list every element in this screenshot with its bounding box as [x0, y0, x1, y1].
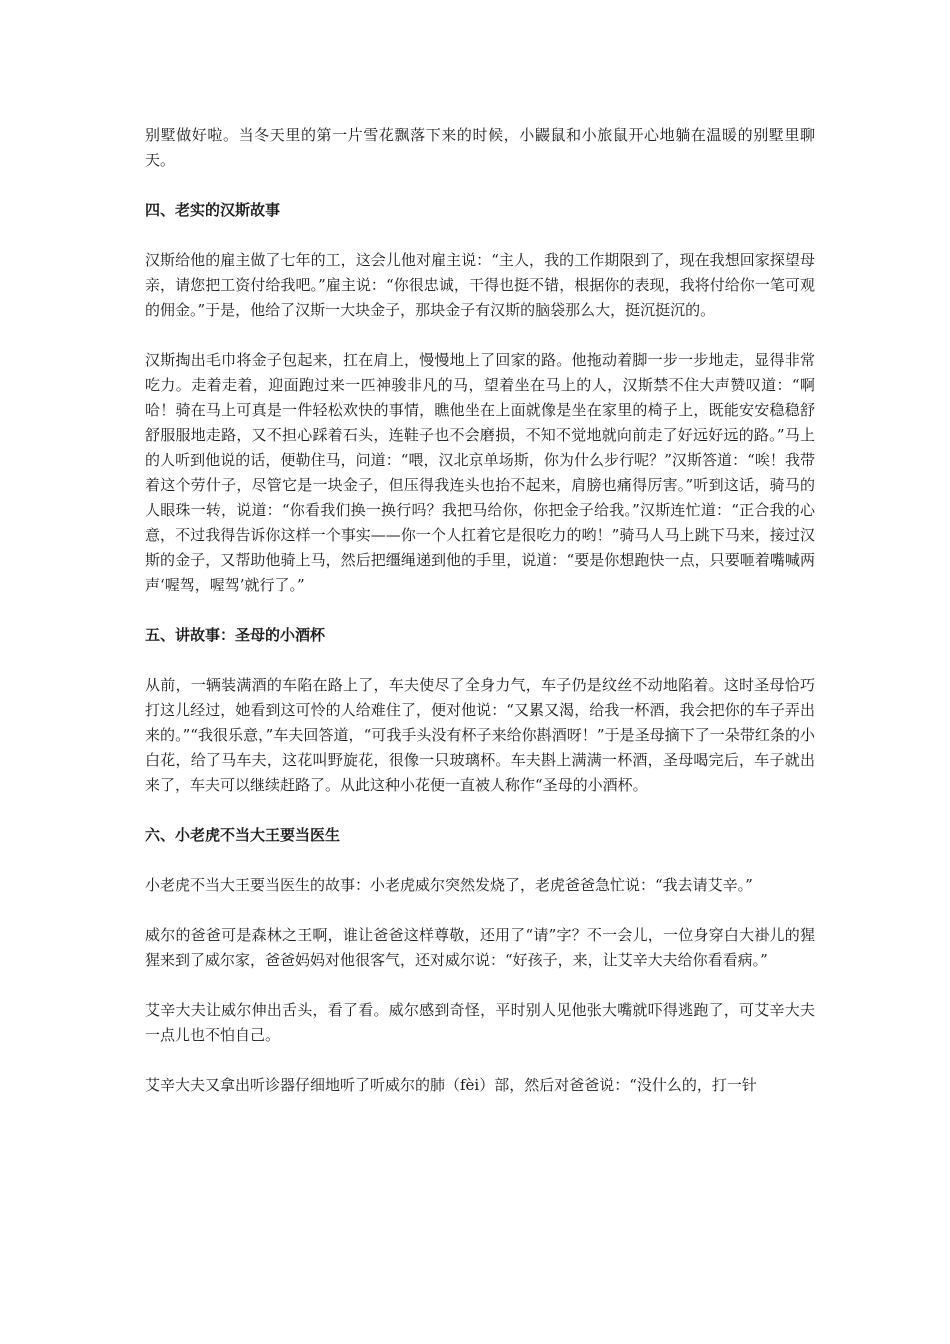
- paragraph-hans-2: 汉斯掏出毛巾将金子包起来，扛在肩上，慢慢地上了回家的路。他拖动着脚一步一步地走，显得非常吃力。走着走着，迎面跑过来一匹神骏非凡的马，望着坐在马上的人，汉斯禁不住大声赞叹道：“啊哈！骑在马上可真是一件轻松欢快的事情，瞧他坐在上面就像是坐在家里的椅子上，既能安安稳稳舒舒服服地走路，又不担心踩着石头，连鞋子也不会磨损，不知不觉地就向前走了好远好远的路。”马上的人听到他说的话，便勒住马，问道：“喂，汉北京单场斯，你为什么步行呢？”汉斯答道：“唉！我带着这个劳什子，尽管它是一块金子，但压得我连头也抬不起来，肩膀也痛得厉害。”听到这话，骑马的人眼珠一转，说道：“你看我们换一换行吗？我把马给你，你把金子给我。”汉斯连忙道：“正合我的心意，不过我得告诉你这样一个事实——你一个人扛着它是很吃力的哟！”骑马人马上跳下马来，接过汉斯的金子，又帮助他骑上马，然后把缰绳递到他的手里，说道：“要是你想跑快一点，只要咂着嘴喊两声‘喔驾，喔驾’就行了。”: [145, 351, 815, 594]
- paragraph-tiger-4: 艾辛大夫又拿出听诊器仔细地听了听威尔的肺（fèi）部，然后对爸爸说：“没什么的，打一针: [145, 1076, 757, 1094]
- document-body: [145, 123, 815, 1123]
- paragraph-tiger-2: 威尔的爸爸可是森林之王啊，谁让爸爸这样尊敬，还用了“请”字？不一会儿，一位身穿白大褂儿的猩猩来到了威尔家，爸爸妈妈对他很客气，还对威尔说：“好孩子，来，让艾辛大夫给你看看病。”: [145, 926, 815, 969]
- section-heading-4: 四、老实的汉斯故事: [145, 201, 281, 219]
- paragraph-intro-ending: 别墅做好啦。当冬天里的第一片雪花飘落下来的时候，小鼹鼠和小旅鼠开心地躺在温暖的别墅里聊天。: [145, 126, 815, 169]
- paragraph-tiger-3: 艾辛大夫让威尔伸出舌头，看了看。威尔感到奇怪，平时别人见他张大嘴就吓得逃跑了，可艾辛大夫一点儿也不怕自己。: [145, 1001, 815, 1044]
- paragraph-tiger-1: 小老虎不当大王要当医生的故事：小老虎威尔突然发烧了，老虎爸爸急忙说：“我去请艾辛。”: [145, 876, 753, 894]
- section-heading-6: 六、小老虎不当大王要当医生: [145, 826, 341, 844]
- paragraph-hans-1: 汉斯给他的雇主做了七年的工，这会儿他对雇主说：“主人，我的工作期限到了，现在我想回家探望母亲，请您把工资付给我吧。”雇主说：“你很忠诚，干得也挺不错，根据你的表现，我将付给你一笔可观的佣金。”于是，他给了汉斯一大块金子，那块金子有汉斯的脑袋那么大，挺沉挺沉的。: [145, 251, 815, 319]
- paragraph-wine-cup: 从前，一辆装满酒的车陷在路上了，车夫使尽了全身力气，车子仍是纹丝不动地陷着。这时圣母恰巧打这儿经过，她看到这可怜的人给难住了，便对他说：“又累又渴，给我一杯酒，我会把你的车子弄出来的。”“我很乐意，”车夫回答道，“可我手头没有杯子来给你斟酒呀！”于是圣母摘下了一朵带红条的小白花，给了马车夫，这花叫野旋花，很像一只玻璃杯。车夫斟上满满一杯酒，圣母喝完后，车子就出来了，车夫可以继续赶路了。从此这种小花便一直被人称作“圣母的小酒杯。: [145, 676, 815, 794]
- section-heading-5: 五、讲故事：圣母的小酒杯: [145, 626, 326, 644]
